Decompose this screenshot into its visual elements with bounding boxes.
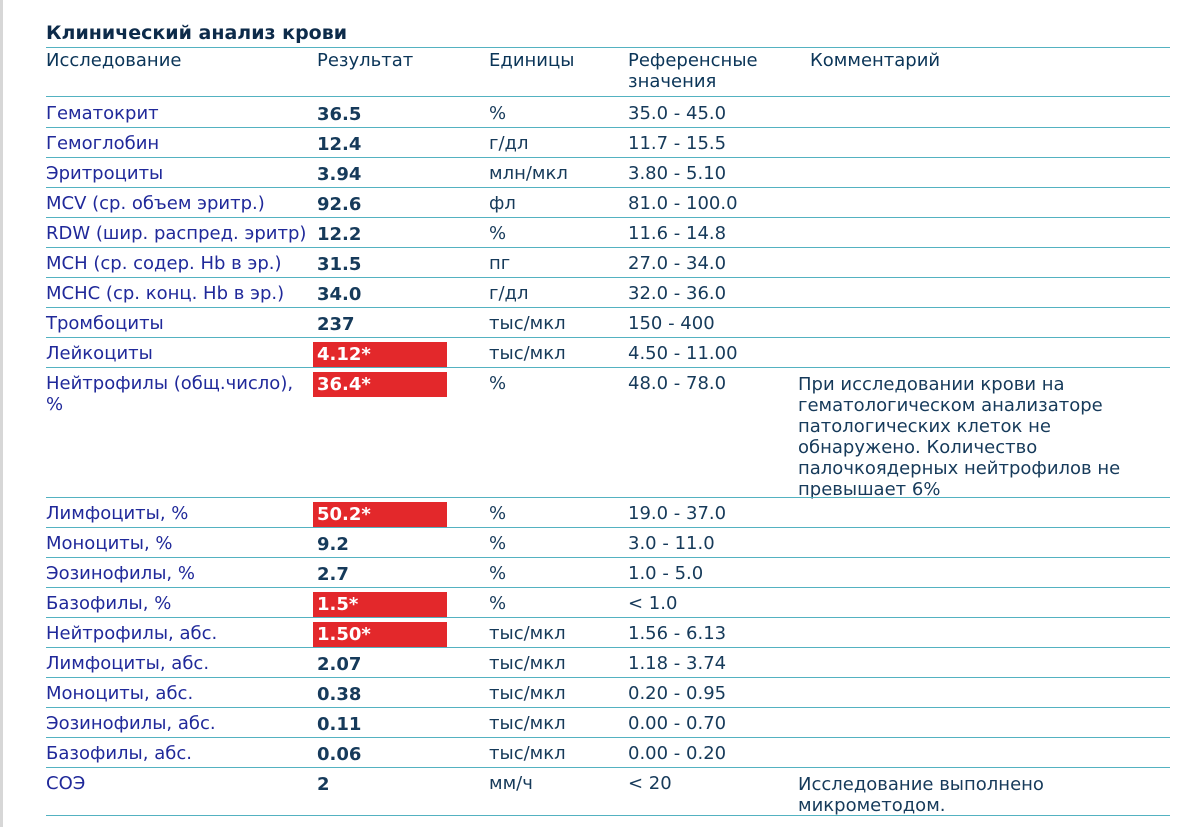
- row-divider: [46, 707, 1170, 708]
- column-header-comment: Комментарий: [810, 50, 941, 71]
- result-value: 2: [317, 774, 330, 795]
- result-value: 2.07: [317, 654, 362, 675]
- units-value: пг: [489, 253, 511, 274]
- test-name: Нейтрофилы, абс.: [46, 623, 218, 644]
- reference-range: 4.50 - 11.00: [628, 343, 738, 364]
- row-divider: [46, 277, 1170, 278]
- test-name: Эозинофилы, %: [46, 563, 195, 584]
- row-divider: [46, 187, 1170, 188]
- result-value: 237: [317, 314, 355, 335]
- test-name: Базофилы, %: [46, 593, 172, 614]
- reference-range: < 1.0: [628, 593, 678, 614]
- units-value: тыс/мкл: [489, 683, 566, 704]
- units-value: фл: [489, 193, 516, 214]
- result-value-flagged: 50.2*: [313, 502, 447, 527]
- column-header-units: Единицы: [489, 50, 575, 71]
- test-name: Нейтрофилы (общ.число), %: [46, 373, 294, 415]
- column-header-test: Исследование: [46, 50, 182, 71]
- row-divider: [46, 527, 1170, 528]
- row-divider: [46, 617, 1170, 618]
- reference-range: 150 - 400: [628, 313, 715, 334]
- result-value: 31.5: [317, 254, 362, 275]
- units-value: %: [489, 563, 507, 584]
- test-name: СОЭ: [46, 773, 86, 794]
- test-name: MCH (ср. содер. Hb в эр.): [46, 253, 282, 274]
- reference-range: 27.0 - 34.0: [628, 253, 727, 274]
- test-name: Эозинофилы, абс.: [46, 713, 216, 734]
- test-name: Гематокрит: [46, 103, 159, 124]
- units-value: тыс/мкл: [489, 713, 566, 734]
- units-value: %: [489, 373, 507, 394]
- header-top-rule: [46, 47, 1170, 48]
- row-divider: [46, 737, 1170, 738]
- report-title: Клинический анализ крови: [46, 22, 348, 44]
- test-name: Моноциты, абс.: [46, 683, 194, 704]
- result-value: 9.2: [317, 534, 349, 555]
- result-value: 92.6: [317, 194, 362, 215]
- units-value: %: [489, 103, 507, 124]
- units-value: г/дл: [489, 283, 529, 304]
- page-edge-divider: [0, 0, 3, 827]
- units-value: %: [489, 533, 507, 554]
- result-value-flagged: 36.4*: [313, 372, 447, 397]
- test-name: Гемоглобин: [46, 133, 160, 154]
- reference-range: 1.18 - 3.74: [628, 653, 727, 674]
- result-value-flagged: 1.5*: [313, 592, 447, 617]
- units-value: тыс/мкл: [489, 343, 566, 364]
- reference-range: 0.20 - 0.95: [628, 683, 727, 704]
- units-value: тыс/мкл: [489, 313, 566, 334]
- units-value: тыс/мкл: [489, 743, 566, 764]
- result-value: 12.4: [317, 134, 362, 155]
- result-value: 2.7: [317, 564, 349, 585]
- test-name: MCHC (ср. конц. Hb в эр.): [46, 283, 285, 304]
- result-value: 36.5: [317, 104, 362, 125]
- row-divider: [46, 367, 1170, 368]
- test-name: Лимфоциты, %: [46, 503, 189, 524]
- reference-range: 81.0 - 100.0: [628, 193, 738, 214]
- row-divider: [46, 127, 1170, 128]
- result-value-flagged: 4.12*: [313, 342, 447, 367]
- row-divider: [46, 815, 1170, 816]
- test-name: Тромбоциты: [46, 313, 164, 334]
- row-divider: [46, 247, 1170, 248]
- column-header-reference: Референсные значения: [628, 50, 758, 92]
- reference-range: 19.0 - 37.0: [628, 503, 727, 524]
- reference-range: 48.0 - 78.0: [628, 373, 727, 394]
- row-divider: [46, 337, 1170, 338]
- units-value: %: [489, 593, 507, 614]
- reference-range: 35.0 - 45.0: [628, 103, 727, 124]
- test-name: RDW (шир. распред. эритр): [46, 223, 307, 244]
- units-value: мм/ч: [489, 773, 533, 794]
- test-name: Базофилы, абс.: [46, 743, 192, 764]
- result-value-flagged: 1.50*: [313, 622, 447, 647]
- result-value: 0.11: [317, 714, 362, 735]
- test-name: Эритроциты: [46, 163, 164, 184]
- test-name: MCV (ср. объем эритр.): [46, 193, 265, 214]
- reference-range: < 20: [628, 773, 672, 794]
- test-name: Моноциты, %: [46, 533, 173, 554]
- result-value: 0.06: [317, 744, 362, 765]
- row-divider: [46, 647, 1170, 648]
- row-divider: [46, 497, 1170, 498]
- row-divider: [46, 157, 1170, 158]
- comment-text: При исследовании крови на гематологическом анализаторе патологических клеток не обнаружено. Количество палочкоядерных нейтрофилов не превышает 6%: [798, 374, 1121, 500]
- units-value: %: [489, 503, 507, 524]
- reference-range: 1.0 - 5.0: [628, 563, 704, 584]
- result-value: 12.2: [317, 224, 362, 245]
- units-value: млн/мкл: [489, 163, 568, 184]
- test-name: Лимфоциты, абс.: [46, 653, 210, 674]
- reference-range: 3.80 - 5.10: [628, 163, 727, 184]
- reference-range: 11.6 - 14.8: [628, 223, 727, 244]
- row-divider: [46, 557, 1170, 558]
- reference-range: 11.7 - 15.5: [628, 133, 727, 154]
- row-divider: [46, 587, 1170, 588]
- row-divider: [46, 767, 1170, 768]
- column-header-result: Результат: [317, 50, 414, 71]
- result-value: 34.0: [317, 284, 362, 305]
- reference-range: 0.00 - 0.70: [628, 713, 727, 734]
- row-divider: [46, 217, 1170, 218]
- result-value: 3.94: [317, 164, 362, 185]
- units-value: тыс/мкл: [489, 623, 566, 644]
- reference-range: 0.00 - 0.20: [628, 743, 727, 764]
- test-name: Лейкоциты: [46, 343, 153, 364]
- reference-range: 32.0 - 36.0: [628, 283, 727, 304]
- units-value: г/дл: [489, 133, 529, 154]
- units-value: тыс/мкл: [489, 653, 566, 674]
- reference-range: 1.56 - 6.13: [628, 623, 727, 644]
- row-divider: [46, 307, 1170, 308]
- units-value: %: [489, 223, 507, 244]
- row-divider: [46, 677, 1170, 678]
- reference-range: 3.0 - 11.0: [628, 533, 715, 554]
- comment-text: Исследование выполнено микрометодом.: [798, 774, 1044, 816]
- result-value: 0.38: [317, 684, 362, 705]
- header-bottom-rule: [46, 96, 1170, 97]
